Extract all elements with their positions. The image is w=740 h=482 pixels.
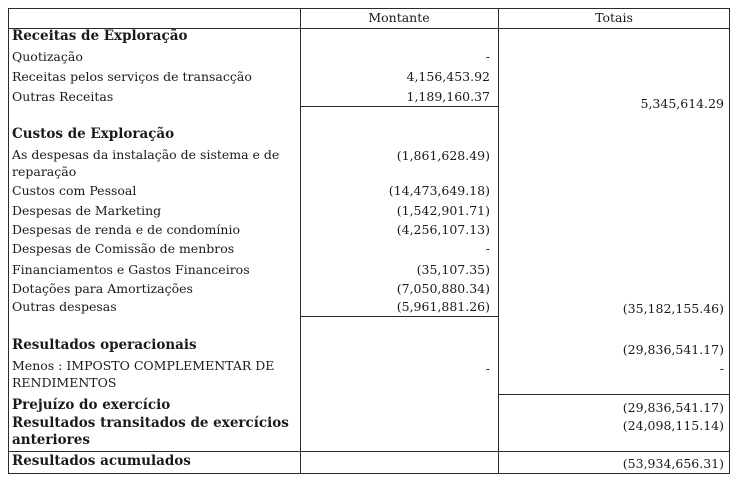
- row-amount: (14,473,649.18): [388, 183, 490, 198]
- row-label: As despesas da instalação de sistema e de reparação: [12, 147, 280, 179]
- row-label: Financiamentos e Gastos Financeiros: [12, 262, 250, 277]
- row-label: Quotização: [12, 49, 83, 64]
- subtotal-rule-costs: [300, 316, 498, 317]
- row-amount: -: [485, 49, 490, 64]
- header-totals: Totais: [595, 10, 633, 25]
- subtotal-rule-revenue: [300, 106, 498, 107]
- tax-amount: -: [485, 361, 490, 376]
- loss-label: Prejuízo do exercício: [12, 397, 171, 413]
- row-label: Despesas de Marketing: [12, 203, 162, 218]
- row-amount: -: [485, 241, 490, 256]
- row-label: Despesas de Comissão de menbros: [12, 241, 235, 256]
- tax-label: Menos : IMPOSTO COMPLEMENTAR DE RENDIMENTOS: [12, 358, 275, 390]
- row-label: Outras despesas: [12, 299, 117, 314]
- column-divider-totals: [498, 8, 499, 474]
- row-total: (35,182,155.46): [622, 301, 724, 316]
- operational-result-total: (29,836,541.17): [622, 342, 724, 357]
- accumulated-results-total: (53,934,656.31): [622, 456, 724, 471]
- row-total: 5,345,614.29: [640, 96, 724, 111]
- row-label: Dotações para Amortizações: [12, 281, 193, 296]
- row-amount: 4,156,453.92: [406, 69, 490, 84]
- carried-results-label: Resultados transitados de exercícios anteriores: [12, 415, 289, 448]
- tax-total: -: [719, 361, 724, 376]
- subtotal-rule-results: [498, 394, 730, 395]
- row-amount: (4,256,107.13): [396, 222, 490, 237]
- row-amount: (7,050,880.34): [396, 281, 490, 296]
- section-title-revenue: Receitas de Exploração: [12, 28, 188, 44]
- loss-total: (29,836,541.17): [622, 400, 724, 415]
- row-amount: 1,189,160.37: [406, 89, 490, 104]
- column-divider-amount: [300, 8, 301, 474]
- row-amount: (1,542,901.71): [396, 203, 490, 218]
- row-label: Despesas de renda e de condomínio: [12, 222, 240, 237]
- row-label: Outras Receitas: [12, 89, 114, 104]
- operational-result-label: Resultados operacionais: [12, 337, 197, 353]
- row-label: Custos com Pessoal: [12, 183, 137, 198]
- header-amount: Montante: [368, 10, 430, 25]
- section-title-costs: Custos de Exploração: [12, 126, 175, 142]
- row-amount: (1,861,628.49): [396, 148, 490, 163]
- carried-results-total: (24,098,115.14): [622, 418, 724, 433]
- row-amount: (5,961,881.26): [396, 299, 490, 314]
- row-amount: (35,107.35): [416, 262, 490, 277]
- row-label: Receitas pelos serviços de transacção: [12, 69, 252, 84]
- accumulated-results-label: Resultados acumulados: [12, 453, 191, 469]
